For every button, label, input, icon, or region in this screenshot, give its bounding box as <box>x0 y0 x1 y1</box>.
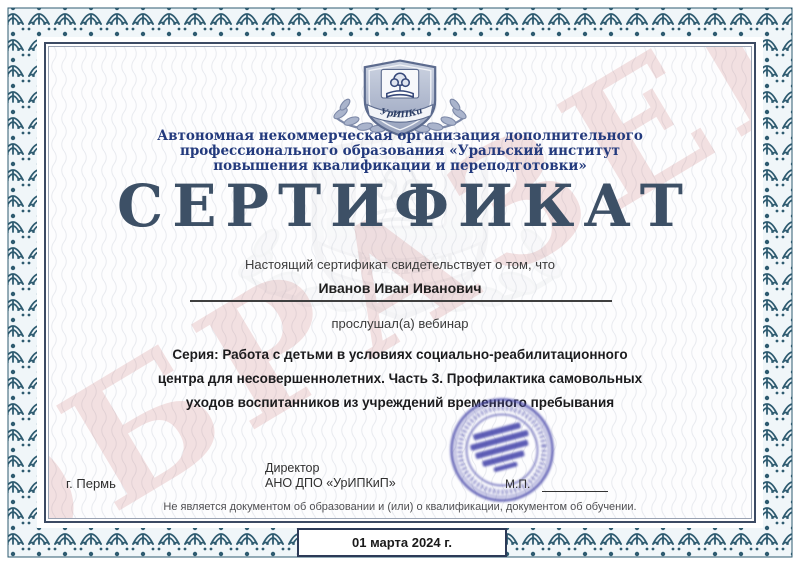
signature-line <box>542 491 608 492</box>
issue-date: 01 марта 2024 г. <box>352 535 452 550</box>
recipient-name: Иванов Иван Иванович <box>318 280 482 296</box>
organization-name-line1: Автономная некоммерческая организация дополнительного <box>157 128 643 144</box>
action-text: прослушал(а) вебинар <box>331 316 469 331</box>
disclaimer-text: Не является документом об образовании и (или) о квалификации, документом об обучении. <box>163 501 637 513</box>
organization-name-line2: профессионального образования «Уральский институт <box>179 143 621 159</box>
course-title <box>0 343 800 415</box>
signer-role: Директор <box>265 461 320 475</box>
course-title-line3: уходов воспитанников из учреждений временного пребывания <box>185 395 615 410</box>
course-title-line2: центра для несовершеннолетних. Часть 3. Профилактика самовольных <box>157 371 643 386</box>
city-label: г. Пермь <box>66 476 116 491</box>
signature-block <box>265 461 396 491</box>
issue-date-box <box>297 528 507 557</box>
statement-text: Настоящий сертификат свидетельствует о том, что <box>244 257 556 272</box>
official-round-stamp <box>446 394 558 506</box>
seal-place-label: М.П. <box>505 477 531 491</box>
recipient-underline <box>190 300 612 302</box>
course-title-line1: Серия: Работа с детьми в условиях социально-реабилитационного <box>172 347 628 362</box>
certificate-title: СЕРТИФИКАТ <box>117 172 692 240</box>
signer-organization: АНО ДПО «УрИПКиП» <box>265 476 396 490</box>
organization-name-line3: повышения квалификации и переподготовки» <box>213 158 587 174</box>
organization-name <box>0 129 800 174</box>
